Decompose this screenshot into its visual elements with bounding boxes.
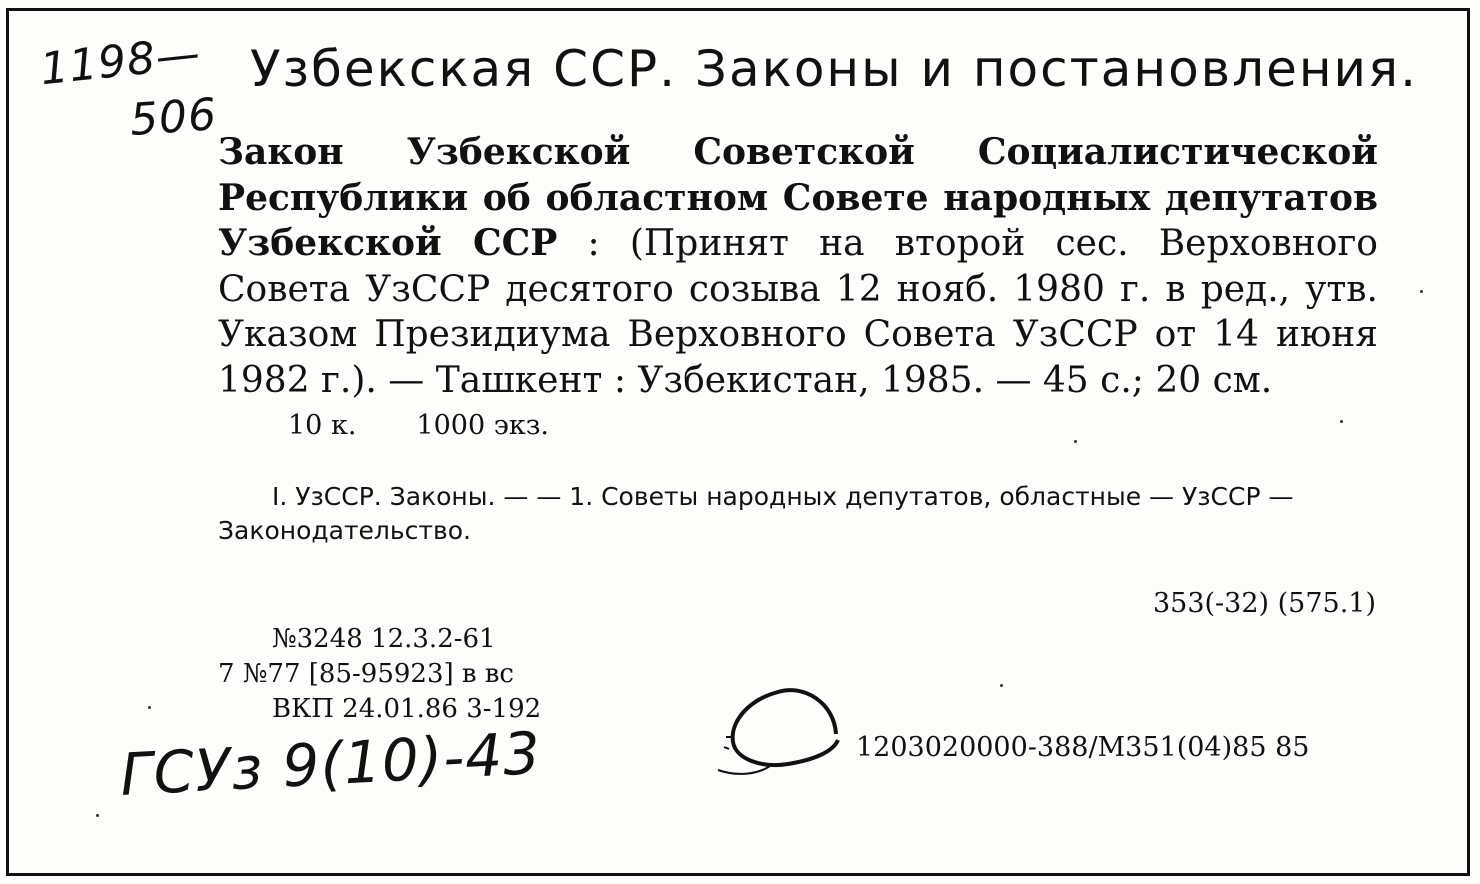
card-description: : (Принят на второй сес. Верховного Совета УзССР десятого созыва 12 нояб. 1980 г. в ред., утв. Указом Президиума Верховного Совета УзССР от 14 июня 1982 г.). — Ташкент : Узбекистан, 1985. — 45 с.; 20 см. [218, 223, 1378, 401]
subject-headings: I. УзССР. Законы. — — 1. Советы народных депутатов, областные — УзССР — Законодательство. [218, 482, 1294, 545]
stamp-oval-icon [708, 682, 858, 792]
handwritten-shelf-mark: ГСУз 9(10)-43 [118, 719, 543, 809]
udc-index: 353(-32) (575.1) [1152, 588, 1376, 619]
card-title: Закон Узбекской Советской Социалистической Республики об областном Совете народных депутатов Узбекской ССР [218, 131, 1378, 264]
speck [1340, 420, 1343, 423]
bibliographic-description [218, 130, 1378, 403]
speck [1420, 290, 1423, 293]
print-run: 1000 экз. [416, 410, 550, 441]
handwritten-number: 1198— [37, 27, 204, 96]
speck [96, 814, 99, 817]
catalog-code: 1203020000-388/М351(04)85 85 [856, 732, 1310, 763]
price: 10 к. [288, 410, 357, 441]
speck [1000, 684, 1003, 687]
handwritten-heading: Узбекская ССР. Законы и постановления. [250, 40, 1419, 98]
pub-line: №3248 12.3.2-61 [272, 624, 496, 654]
pub-line: ВКП 24.01.86 3-192 [272, 694, 542, 724]
speck [148, 706, 151, 709]
speck [1074, 440, 1077, 443]
publication-data [218, 622, 541, 727]
price-line [288, 410, 549, 441]
handwritten-number-bottom: 506 [128, 89, 219, 146]
pub-line: 7 №77 [85-95923] в вс [218, 659, 514, 689]
